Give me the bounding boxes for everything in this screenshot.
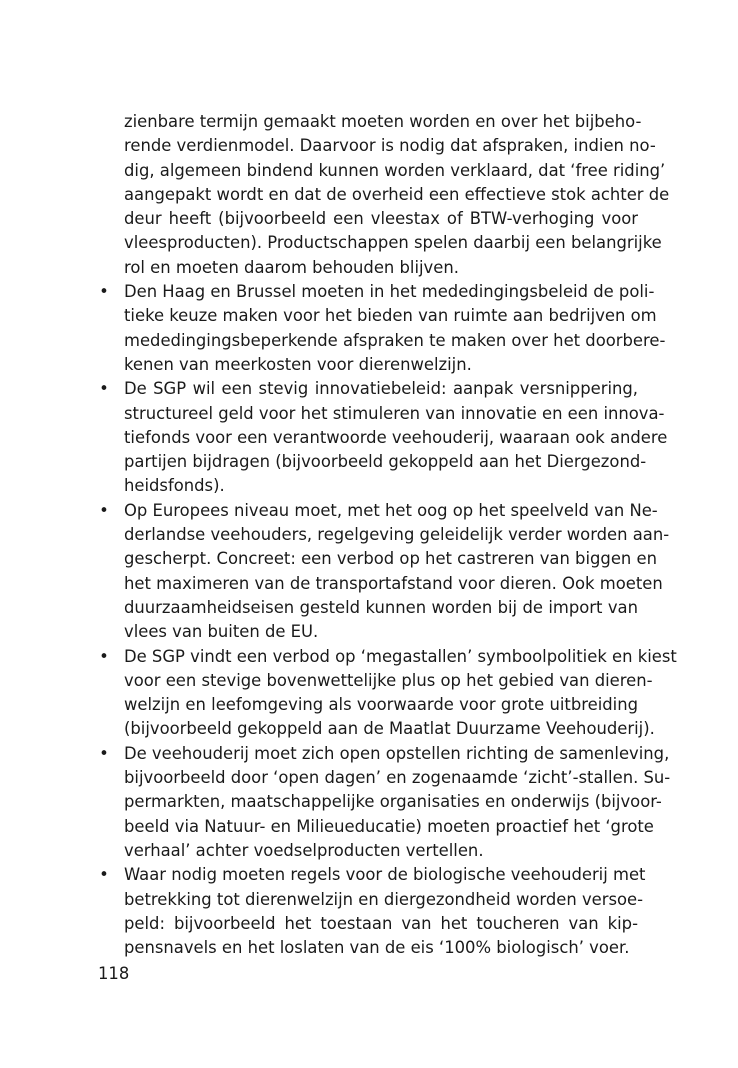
text-line: (bijvoorbeeld gekoppeld aan de Maatlat Duurzame Veehouderij).: [124, 719, 655, 739]
text-line: permarkten, maatschappelijke organisaties en onderwijs (bijvoor-: [124, 792, 662, 812]
text-line: aangepakt wordt en dat de overheid een effectieve stok achter de: [124, 184, 670, 204]
text-line: Waar nodig moeten regels voor de biologische veehouderij met: [124, 865, 646, 885]
page-number: 118: [98, 964, 130, 983]
bullet-icon: •: [99, 379, 109, 399]
text-line: het maximeren van de transportafstand voor dieren. Ook moeten: [124, 573, 663, 593]
text-line: peld: bijvoorbeeld het toestaan van het toucheren van kip-: [124, 913, 638, 933]
text-line: gescherpt. Concreet: een verbod op het castreren van biggen en: [124, 549, 657, 569]
text-line: kenen van meerkosten voor dierenwelzijn.: [124, 354, 472, 374]
body-text: [99, 110, 677, 960]
text-line: Op Europees niveau moet, met het oog op het speelveld van Ne-: [124, 500, 658, 520]
text-line: zienbare termijn gemaakt moeten worden en over het bijbeho-: [124, 112, 642, 131]
text-line: vleesproducten). Productschappen spelen daarbij een belangrijke: [124, 233, 662, 253]
text-line: derlandse veehouders, regelgeving geleidelijk verder worden aan-: [124, 525, 670, 545]
bullet-icon: •: [99, 743, 109, 763]
bullet-icon: •: [99, 646, 109, 666]
text-line: De SGP wil een stevig innovatiebeleid: aanpak versnippering,: [124, 379, 638, 399]
bullet-item-megastallen: [99, 645, 677, 742]
text-line: rende verdienmodel. Daarvoor is nodig dat afspraken, indien no-: [124, 136, 656, 156]
text-line: betrekking tot dierenwelzijn en diergezondheid worden versoe-: [124, 889, 644, 909]
text-line: pensnavels en het loslaten van de eis ‘100% biologisch’ voer.: [124, 938, 630, 958]
text-line: Den Haag en Brussel moeten in het mededingingsbeleid de poli-: [124, 282, 655, 302]
bullet-icon: •: [99, 282, 109, 302]
text-line: voor een stevige bovenwettelijke plus op het gebied van dieren-: [124, 670, 653, 690]
text-line: deur heeft (bijvoorbeeld een vleestax of BTW-verhoging voor: [124, 209, 638, 229]
bullet-item-mededinging: [99, 280, 666, 377]
bullet-item-biologische-veehouderij: [99, 863, 646, 960]
bullet-item-innovatiebeleid: [99, 377, 668, 498]
text-line: partijen bijdragen (bijvoorbeeld gekoppeld aan het Diergezond-: [124, 452, 647, 472]
text-line: rol en moeten daarom behouden blijven.: [124, 257, 459, 277]
text-line: tieke keuze maken voor het bieden van ruimte aan bedrijven om: [124, 306, 657, 326]
text-line: beeld via Natuur- en Milieueducatie) moeten proactief het ‘grote: [124, 816, 654, 836]
text-line: mededingingsbeperkende afspraken te maken over het doorbere-: [124, 330, 666, 350]
text-line: structureel geld voor het stimuleren van innovatie en een innova-: [124, 403, 665, 423]
bullet-item-europees-niveau: [99, 499, 670, 645]
text-line: vlees van buiten de EU.: [124, 622, 319, 642]
text-line: welzijn en leefomgeving als voorwaarde voor grote uitbreiding: [124, 695, 638, 715]
text-line: De veehouderij moet zich open opstellen richting de samenleving,: [124, 743, 670, 763]
bullet-icon: •: [99, 500, 109, 520]
text-line: heidsfonds).: [124, 476, 225, 496]
text-line: dig, algemeen bindend kunnen worden verklaard, dat ‘free riding’: [124, 160, 666, 180]
text-line: tiefonds voor een verantwoorde veehouderij, waaraan ook andere: [124, 427, 668, 447]
continuation-paragraph: [124, 110, 670, 280]
bullet-item-open-veehouderij: [99, 742, 671, 863]
text-line: verhaal’ achter voedselproducten vertellen.: [124, 840, 484, 860]
text-line: De SGP vindt een verbod op ‘megastallen’ symboolpolitiek en kiest: [124, 646, 677, 666]
text-line: bijvoorbeeld door ‘open dagen’ en zogenaamde ‘zicht’-stallen. Su-: [124, 768, 671, 788]
text-line: duurzaamheidseisen gesteld kunnen worden bij de import van: [124, 597, 638, 617]
bullet-icon: •: [99, 865, 109, 885]
